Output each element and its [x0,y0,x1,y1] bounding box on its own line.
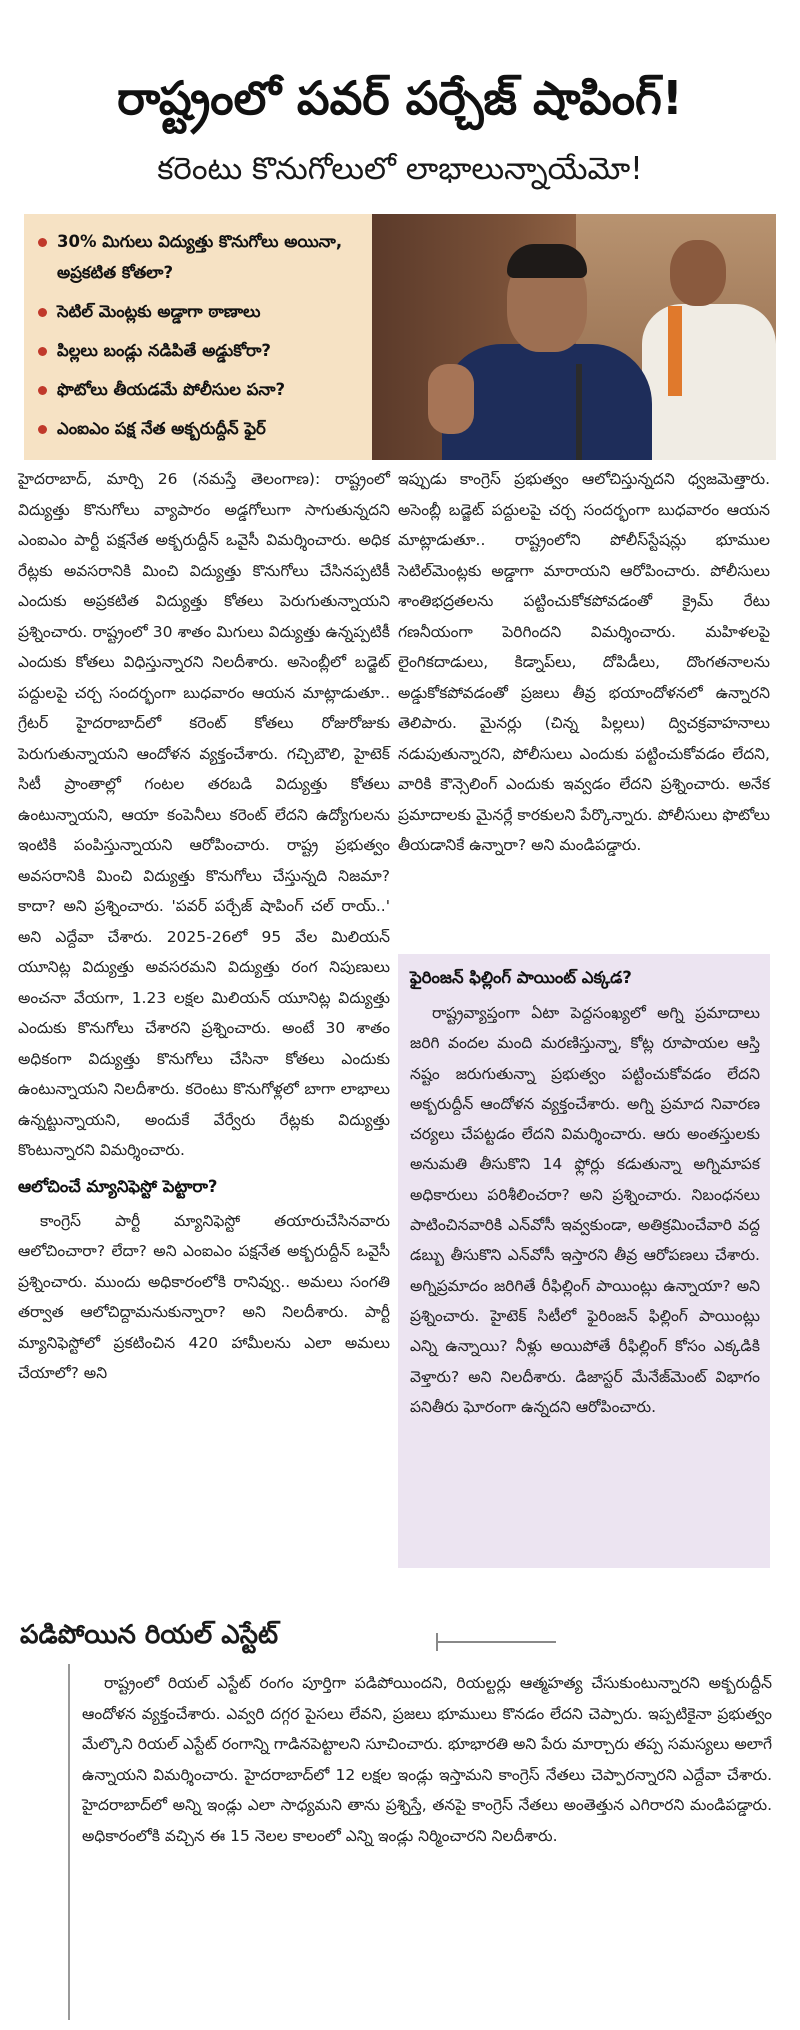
bullet-icon [38,238,47,247]
highlight-text: పిల్లలు బండ్లు నడిపితే అడ్డుకోరా? [57,341,271,360]
real-estate-box [68,1664,776,2020]
photo-speaker-hand [428,364,474,434]
left-column [18,464,390,1389]
section-subheading: ఆలోచించే మ్యానిఫెస్టో పెట్టారా? [18,1176,218,1196]
speaker-photo [372,214,776,460]
sidebar-paragraph: రాష్ట్రవ్యాప్తంగా ఏటా పెద్దసంఖ్యలో అగ్ని ప్రమాదాలు జరిగి వందల మంది మరణిస్తున్నా, కోట్ల రూపాయల ఆస్తి నష్టం జరుగుతున్నా ప్రభుత్వం పట్టించుకోవడం లేదని అక్బరుద్దీన్ ఆందోళన వ్యక్తంచేశారు. అగ్ని ప్రమాద నివారణ చర్యలు చేపట్టడం లేదని విమర్శించారు. ఆరు అంతస్తులకు అనుమతి తీసుకొని 14 ఫ్లోర్లు కడుతున్నా అగ్నిమాపక అధికారులు పరిశీలించరా? అని ప్రశ్నించారు. నిబంధనలు పాటించినవారికి ఎన్‌వోసీ ఇవ్వకుండా, అతిక్రమించేవారి వద్ద డబ్బు తీసుకొని ఎన్‌వోసీ ఇస్తారని తీవ్ర ఆరోపణలు చేశారు. అగ్నిప్రమాదం జరిగితే రీఫిల్లింగ్ పాయింట్లు ఉన్నాయా? అని ప్రశ్నించారు. హైటెక్ సిటీలో ఫైరింజన్ ఫిల్లింగ్ పాయింట్లు ఎన్ని ఉన్నాయి? నీళ్లు అయిపోతే రీఫిల్లింగ్ కోసం ఎక్కడికి వెళ్తారు? అని నిలదీశారు. డిజాస్టర్ మేనేజ్‌మెంట్ విభాగం పనితీరు ఘోరంగా ఉన్నదని ఆరోపించారు. [410,1004,760,1416]
photo-person-background-head [670,240,726,306]
fire-sidebar-box [398,954,770,1568]
highlight-text: ఫొటోలు తీయడమే పోలీసుల పనా? [57,380,286,399]
article-paragraph: కాంగ్రెస్ పార్టీ మ్యానిఫెస్టో తయారుచేసినవారు ఆలోచించారా? లేదా? అని ఎంఐఎం పక్షనేత అక్బరుద్దీన్ ఒవైసీ ప్రశ్నించారు. ముందు అధికారంలోకి రానివ్వు.. అమలు సంగతి తర్వాత ఆలోచిద్దామనుకున్నారా? అని నిలదీశారు. పార్టీ మ్యానిఫెస్టోలో ప్రకటించిన 420 హామీలను ఎలా అమలు చేయాలో? అని [18,1211,390,1382]
bullet-icon [38,308,47,317]
subheadline: కరెంటు కొనుగోలులో లాభాలున్నాయేమో! [157,151,643,187]
highlight-item [38,335,362,366]
highlight-item [38,413,362,444]
heading-rule [436,1641,556,1643]
highlight-item [38,374,362,405]
bullet-icon [38,386,47,395]
microphone-icon [576,364,582,460]
real-estate-heading: పడిపోయిన రియల్ ఎస్టేట్ [20,1620,279,1650]
real-estate-paragraph: రాష్ట్రంలో రియల్ ఎస్టేట్ రంగం పూర్తిగా పడిపోయిందని, రియల్టర్లు ఆత్మహత్య చేసుకుంటున్నారని అక్బరుద్దీన్ ఆందోళన వ్యక్తంచేశారు. ఎవ్వరి దగ్గర పైసలు లేవని, ప్రజలు భూములు కొనడం లేదని చెప్పారు. ఇప్పటికైనా ప్రభుత్వం మేల్కొని రియల్ ఎస్టేట్ రంగాన్ని గాడినపెట్టాలని సూచించారు. భూభారతి అని పేరు మార్చారు తప్ప సమస్యలు అలాగే ఉన్నాయని విమర్శించారు. హైదరాబాద్‌లో 12 లక్షల ఇండ్లు ఇస్తామని కాంగ్రెస్ నేతలు చెప్పారన్నారని ఎద్దేవా చేశారు. హైదరాబాద్‌లో అన్ని ఇండ్లు ఎలా సాధ్యమని తాను ప్రశ్నిస్తే, తనపై కాంగ్రెస్ నేతలు అంతెత్తున ఎగిరారని మండిపడ్డారు. అధికారంలోకి వచ్చిన ఈ 15 నెలల కాలంలో ఎన్ని ఇండ్లు నిర్మించారని నిలదీశారు. [82,1674,772,1845]
bullet-icon [38,347,47,356]
article-paragraph: ఇప్పుడు కాంగ్రెస్ ప్రభుత్వం ఆలోచిస్తున్నదని ధ్వజమెత్తారు. అసెంబ్లీ బడ్జెట్ పద్దులపై చర్చ సందర్భంగా బుధవారం ఆయన మాట్లాడుతూ.. రాష్ట్రంలోని పోలీస్‌స్టేషన్లు భూముల సెటిల్‌మెంట్లకు అడ్డాగా మారాయని ఆరోపించారు. పోలీసులు శాంతిభద్రతలను పట్టించుకోకపోవడంతో క్రైమ్ రేటు గణనీయంగా పెరిగిందని విమర్శించారు. మహిళలపై లైంగికదాడులు, కిడ్నాప్‌లు, దోపిడీలు, దొంగతనాలను అడ్డుకోకపోవడంతో ప్రజలు తీవ్ర భయాందోళనలో ఉన్నారని తెలిపారు. మైనర్లు (చిన్న పిల్లలు) ద్విచక్రవాహనాలు నడుపుతున్నారని, పోలీసులు ఎందుకు పట్టించుకోవడం లేదని, వారికి కౌన్సెలింగ్ ఎందుకు ఇవ్వడం లేదని ప్రశ్నించారు. అనేక ప్రమాదాలకు మైనర్లే కారకులని పేర్కొన్నారు. పోలీసులు ఫొటోలు తీయడానికే ఉన్నారా? అని మండిపడ్డారు. [398,470,770,854]
right-column [398,464,770,861]
photo-speaker-hair [507,244,587,278]
highlight-text: 30% మిగులు విద్యుత్తు కొనుగోలు అయినా, అప్రకటిత కోతలా? [57,232,343,282]
photo-scarf [668,306,682,396]
photo-person-background-body [642,304,776,460]
highlight-text: సెటిల్ మెంట్లకు అడ్డాగా ఠాణాలు [57,302,261,321]
highlight-item [38,296,362,327]
highlights-box [24,214,372,460]
highlight-text: ఎంఐఎం పక్ష నేత అక్బరుద్దీన్ ఫైర్ [57,419,266,438]
article-paragraph: హైదరాబాద్, మార్చి 26 (నమస్తే తెలంగాణ): రాష్ట్రంలో విద్యుత్తు కొనుగోలు వ్యాపారం అడ్డగోలుగా సాగుతున్నదని ఎంఐఎం పార్టీ పక్షనేత అక్బరుద్దీన్ ఒవైసీ విమర్శించారు. అధిక రేట్లకు అవసరానికి మించి విద్యుత్తు కొనుగోలు చేసినప్పటికీ ఎందుకు అప్రకటిత విద్యుత్తు కోతలు పెరుగుతున్నాయని ప్రశ్నించారు. రాష్ట్రంలో 30 శాతం మిగులు విద్యుత్తు ఉన్నప్పటికీ ఎందుకు కోతలు విధిస్తున్నారని నిలదీశారు. అసెంబ్లీలో బడ్జెట్ పద్దులపై చర్చ సందర్భంగా బుధవారం ఆయన మాట్లాడుతూ.. గ్రేటర్ హైదరాబాద్‌లో కరెంట్ కోతలు రోజురోజుకు పెరుగుతున్నాయని ఆందోళన వ్యక్తంచేశారు. గచ్చిబౌలి, హైటెక్ సిటీ ప్రాంతాల్లో గంటల తరబడి విద్యుత్తు కోతలు ఉంటున్నాయని, ఆయా కంపెనీలు కరెంట్ లేదని ఉద్యోగులను ఇంటికి పంపిస్తున్నాయని ఆరోపించారు. రాష్ట్ర ప్రభుత్వం అవసరానికి మించి విద్యుత్తు కొనుగోలు చేస్తున్నది నిజమా? కాదా? అని ప్రశ్నించారు. 'పవర్ పర్చేజ్ షాపింగ్ చల్ రాయ్..' అని ఎద్దేవా చేశారు. 2025-26లో 95 వేల మిలియన్ యూనిట్ల విద్యుత్తు అవసరమని విద్యుత్తు రంగ నిపుణులు అంచనా వేయగా, 1.23 లక్షల మిలియన్ యూనిట్ల విద్యుత్తు ఎందుకు కొనుగోలు చేశారని ప్రశ్నించారు. అంటే 30 శాతం అధికంగా విద్యుత్తు కొనుగోలు చేసినా కోతలు ఎందుకు ఉంటున్నాయని నిలదీశారు. కరెంటు కొనుగోళ్లలో బాగా లాభాలు ఉన్నట్టున్నాయని, అందుకే వేర్వేరు రేట్లకు విద్యుత్తు కొంటున్నారని విమర్శించారు. [18,470,390,1159]
bullet-icon [38,425,47,434]
highlight-item [38,226,362,288]
headline: రాష్ట్రంలో పవర్ పర్చేజ్ షాపింగ్! [117,71,683,125]
sidebar-heading: ఫైరింజన్ ఫిల్లింగ్ పాయింట్ ఎక్కడ? [410,968,632,987]
